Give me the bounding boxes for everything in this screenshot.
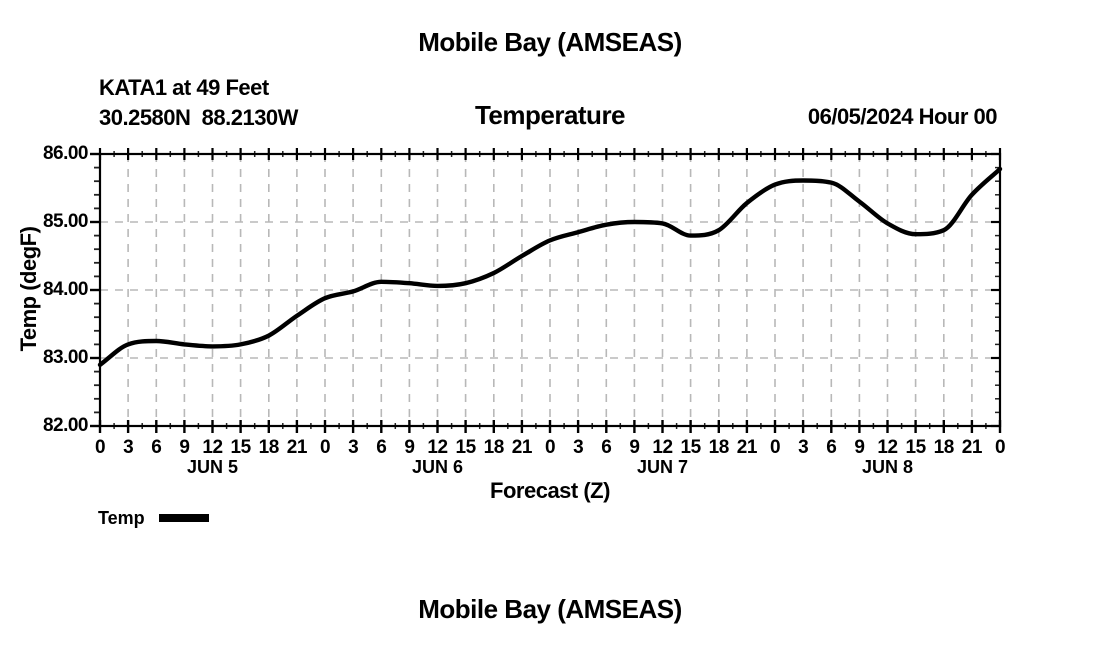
station-label: KATA1 at 49 Feet: [99, 75, 269, 100]
x-tick-label: 15: [905, 437, 926, 458]
x-tick-label: 21: [736, 437, 757, 458]
chart-title: Mobile Bay (AMSEAS): [418, 27, 682, 57]
variable-title: Temperature: [474, 100, 626, 130]
station-coordinates: 30.2580N 88.2130W: [99, 105, 298, 130]
x-tick-label: 9: [854, 437, 865, 458]
y-tick-label: 83.00: [42, 347, 88, 368]
y-tick-label: 82.00: [42, 415, 88, 436]
x-tick-label: 6: [151, 437, 162, 458]
x-tick-label: 12: [652, 437, 673, 458]
plot-frame: [100, 154, 1000, 426]
run-datetime: 06/05/2024 Hour 00: [807, 104, 997, 129]
x-tick-label: 15: [455, 437, 476, 458]
legend: [98, 507, 209, 529]
x-tick-label: 15: [230, 437, 251, 458]
x-tick-label: 21: [961, 437, 982, 458]
x-tick-label: 9: [629, 437, 640, 458]
x-tick-label: 6: [601, 437, 612, 458]
x-tick-label: 0: [769, 437, 781, 458]
day-label: JUN 8: [861, 457, 914, 477]
x-tick-label: 6: [826, 437, 837, 458]
x-tick-label: 3: [573, 437, 584, 458]
x-tick-label: 18: [483, 437, 504, 458]
x-tick-label: 18: [708, 437, 729, 458]
x-tick-label: 0: [994, 437, 1006, 458]
x-tick-label: 3: [798, 437, 809, 458]
temp-series-line: [100, 169, 1000, 365]
x-tick-label: 6: [376, 437, 387, 458]
x-tick-label: 3: [348, 437, 359, 458]
x-tick-label: 12: [877, 437, 898, 458]
next-chart-title: Mobile Bay (AMSEAS): [418, 594, 682, 624]
x-tick-label: 21: [511, 437, 532, 458]
x-tick-label: 0: [94, 437, 106, 458]
day-label: JUN 6: [411, 457, 464, 477]
day-label: JUN 5: [186, 457, 239, 477]
x-tick-label: 0: [319, 437, 331, 458]
x-tick-label: 21: [286, 437, 307, 458]
day-label: JUN 7: [636, 457, 689, 477]
x-tick-label: 9: [404, 437, 415, 458]
legend-label: Temp: [98, 507, 145, 528]
x-tick-label: 18: [258, 437, 279, 458]
x-tick-label: 12: [427, 437, 448, 458]
x-tick-label: 3: [123, 437, 134, 458]
y-tick-label: 86.00: [42, 143, 88, 164]
x-tick-label: 9: [179, 437, 190, 458]
x-tick-label: 15: [680, 437, 701, 458]
y-tick-label: 85.00: [42, 211, 88, 232]
x-tick-label: 12: [202, 437, 223, 458]
y-tick-label: 84.00: [42, 279, 88, 300]
x-axis-title: Forecast (Z): [490, 478, 610, 503]
legend-line-swatch: [159, 514, 209, 522]
x-tick-label: 0: [544, 437, 556, 458]
x-tick-label: 18: [933, 437, 954, 458]
y-axis-title: Temp (degF): [16, 226, 41, 352]
